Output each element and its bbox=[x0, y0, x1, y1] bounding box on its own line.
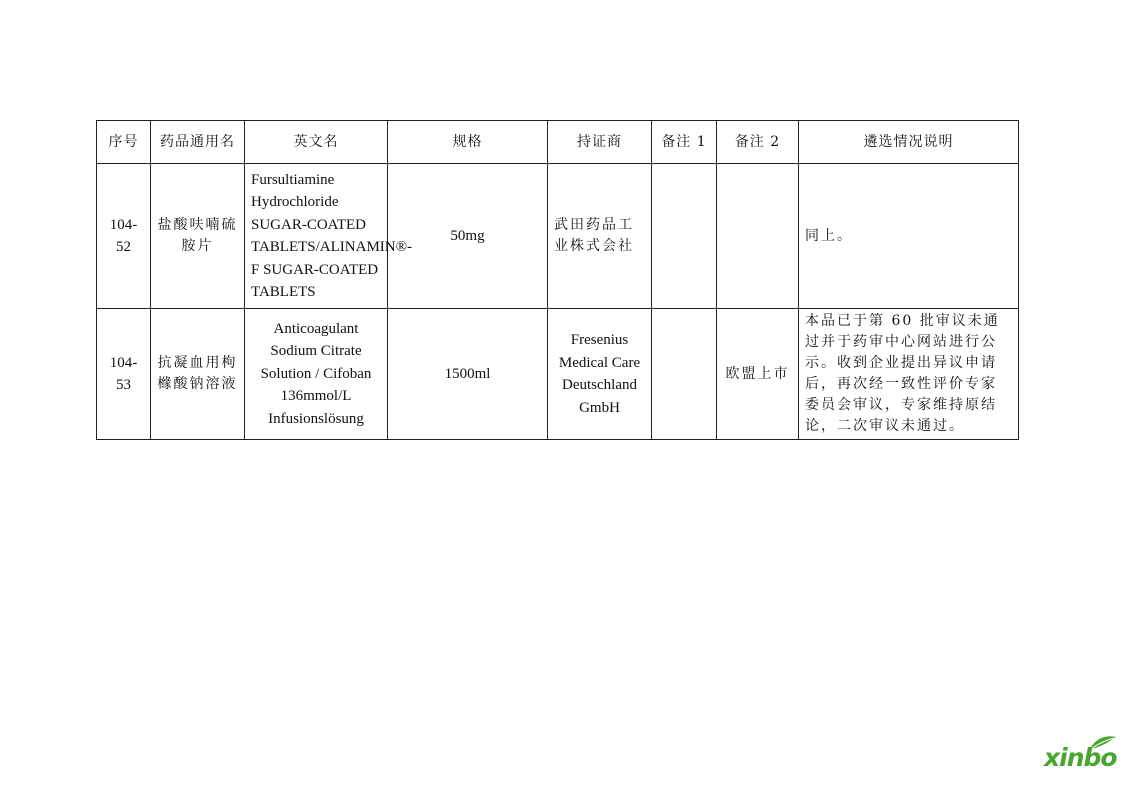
header-note-1: 备注 1 bbox=[652, 121, 717, 164]
cell-note-1 bbox=[652, 309, 717, 440]
cell-specification: 50mg bbox=[388, 164, 548, 309]
header-note-2: 备注 2 bbox=[717, 121, 799, 164]
cell-generic-name: 盐酸呋喃硫胺片 bbox=[151, 164, 245, 309]
cell-english-name: Anticoagulant Sodium Citrate Solution / Cifoban 136mmol/L Infusionslösung bbox=[245, 309, 388, 440]
cell-note-1 bbox=[652, 164, 717, 309]
logo-text: xinbo bbox=[1044, 743, 1117, 772]
cell-english-name: Fursultiamine Hydrochloride SUGAR-COATED TABLETS/ALINAMIN®- F SUGAR-COATED TABLETS bbox=[245, 164, 388, 309]
xinbo-logo bbox=[1044, 735, 1123, 775]
header-english-name: 英文名 bbox=[245, 121, 388, 164]
cell-note-2 bbox=[717, 164, 799, 309]
table-row bbox=[97, 164, 1019, 309]
cell-license-holder: Fresenius Medical Care Deutschland GmbH bbox=[548, 309, 652, 440]
drug-selection-table bbox=[96, 120, 1019, 440]
cell-selection-remark: 本品已于第 60 批审议未通过并于药审中心网站进行公示。收到企业提出异议申请后，再次经一致性评价专家委员会审议，专家维持原结论，二次审议未通过。 bbox=[799, 309, 1019, 440]
header-license-holder: 持证商 bbox=[548, 121, 652, 164]
cell-license-holder: 武田药品工业株式会社 bbox=[548, 164, 652, 309]
cell-serial-number: 104-52 bbox=[97, 164, 151, 309]
cell-selection-remark: 同上。 bbox=[799, 164, 1019, 309]
cell-note-2: 欧盟上市 bbox=[717, 309, 799, 440]
cell-generic-name: 抗凝血用枸橼酸钠溶液 bbox=[151, 309, 245, 440]
cell-serial-number: 104-53 bbox=[97, 309, 151, 440]
header-generic-name: 药品通用名 bbox=[151, 121, 245, 164]
header-specification: 规格 bbox=[388, 121, 548, 164]
cell-specification: 1500ml bbox=[388, 309, 548, 440]
table-header-row bbox=[97, 121, 1019, 164]
table-row bbox=[97, 309, 1019, 440]
header-serial-number: 序号 bbox=[97, 121, 151, 164]
header-selection-remark: 遴选情况说明 bbox=[799, 121, 1019, 164]
